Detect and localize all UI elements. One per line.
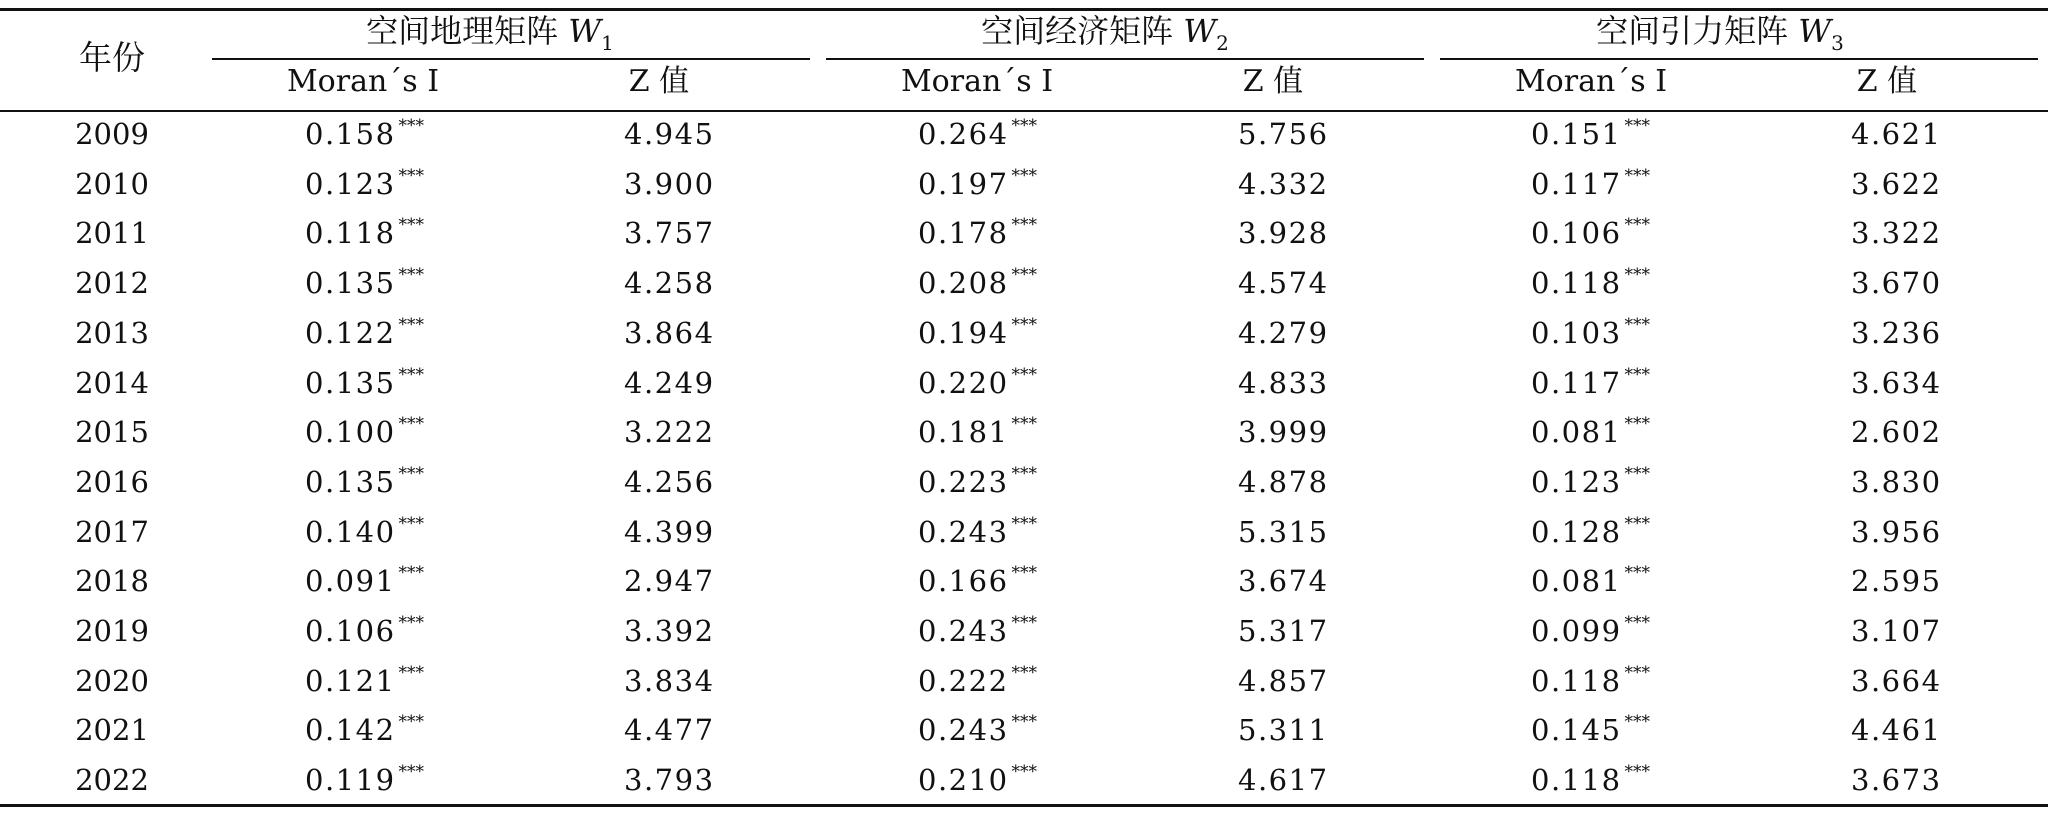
significance-stars: *** <box>398 314 425 335</box>
moran-cell-value: 0.178 <box>918 216 1009 251</box>
significance-stars: *** <box>398 762 425 783</box>
moran-cell-value: 0.118 <box>305 216 396 251</box>
year-cell-value: 2019 <box>75 614 149 648</box>
z-value-cell <box>1851 166 1942 201</box>
z-value-cell <box>1851 315 1942 350</box>
moran-cell <box>305 563 425 599</box>
moran-cell-value: 0.194 <box>918 315 1009 350</box>
table-bottom-rule <box>0 804 2048 807</box>
z-value-cell <box>1851 614 1942 648</box>
z-value-cell <box>1238 464 1329 499</box>
group-1-moran-header: Moran´s I <box>286 64 440 99</box>
significance-stars: *** <box>1624 563 1651 584</box>
moran-cell-value: 0.223 <box>918 464 1009 499</box>
moran-cell <box>305 613 425 648</box>
moran-cell-value: 0.128 <box>1531 514 1622 549</box>
significance-stars: *** <box>1011 613 1038 633</box>
z-value-cell-value: 5.315 <box>1238 514 1329 549</box>
z-value-cell-value: 4.461 <box>1851 713 1942 748</box>
z-value-cell <box>1851 216 1942 251</box>
z-value-cell-value: 4.279 <box>1238 315 1329 350</box>
moran-cell-value: 0.243 <box>918 713 1009 748</box>
moran-cell-value: 0.135 <box>305 365 396 400</box>
z-value-cell-value: 5.317 <box>1238 614 1329 648</box>
z-value-cell-value: 4.332 <box>1238 166 1329 201</box>
significance-stars: *** <box>398 463 425 484</box>
significance-stars: *** <box>398 165 425 186</box>
significance-stars: *** <box>398 116 425 136</box>
z-value-cell <box>624 713 715 748</box>
moran-cell <box>1531 215 1651 251</box>
year-cell-value: 2018 <box>75 564 149 599</box>
z-value-cell <box>1851 464 1942 499</box>
z-value-cell-value: 3.928 <box>1238 216 1329 251</box>
z-value-cell <box>1851 564 1942 599</box>
moran-cell <box>918 463 1038 499</box>
z-value-cell <box>1238 266 1329 301</box>
moran-cell-value: 0.220 <box>918 365 1009 400</box>
moran-cell <box>305 314 425 350</box>
moran-cell <box>1531 265 1651 301</box>
z-value-cell-value: 3.664 <box>1851 663 1942 698</box>
moran-cell <box>918 314 1038 350</box>
group-3-title <box>1596 12 1844 55</box>
moran-cell-value: 0.181 <box>918 415 1009 450</box>
z-value-cell <box>1238 713 1329 748</box>
z-value-cell-value: 3.634 <box>1851 365 1942 400</box>
z-value-cell-value: 2.595 <box>1851 564 1942 599</box>
z-value-cell <box>624 117 715 151</box>
moran-cell-value: 0.210 <box>918 763 1009 798</box>
significance-stars: *** <box>1011 314 1038 335</box>
z-value-cell <box>1238 763 1329 798</box>
year-cell <box>75 713 149 748</box>
year-cell <box>75 663 149 698</box>
significance-stars: *** <box>1624 265 1651 286</box>
z-value-cell-value: 4.477 <box>624 713 715 748</box>
significance-stars: *** <box>398 712 425 733</box>
z-value-cell <box>624 514 715 549</box>
significance-stars: *** <box>1011 513 1038 534</box>
significance-stars: *** <box>398 513 425 534</box>
z-value-cell-value: 3.834 <box>624 663 715 698</box>
significance-stars: *** <box>1624 513 1651 534</box>
year-cell-value: 2017 <box>75 514 149 549</box>
moran-cell <box>305 414 425 450</box>
z-value-cell <box>624 464 715 499</box>
z-value-cell <box>1238 166 1329 201</box>
z-value-cell-value: 4.617 <box>1238 763 1329 798</box>
z-value-cell-value: 5.756 <box>1238 117 1329 151</box>
moran-cell-value: 0.118 <box>1531 763 1622 798</box>
significance-stars: *** <box>1011 215 1038 236</box>
year-cell <box>75 117 149 151</box>
moran-cell-value: 0.135 <box>305 464 396 499</box>
z-value-cell <box>1851 713 1942 748</box>
year-cell <box>75 614 149 648</box>
significance-stars: *** <box>398 215 425 236</box>
z-value-cell <box>1238 614 1329 648</box>
significance-stars: *** <box>1624 762 1651 783</box>
moran-cell-value: 0.117 <box>1531 365 1622 400</box>
moran-cell <box>1531 165 1651 201</box>
moran-cell-value: 0.264 <box>918 117 1009 151</box>
year-cell <box>75 514 149 549</box>
moran-cell <box>918 613 1038 648</box>
significance-stars: *** <box>1011 762 1038 783</box>
year-cell-value: 2010 <box>75 166 149 201</box>
moran-cell-value: 0.135 <box>305 266 396 301</box>
group-2-matrix-subscript: 2 <box>1216 31 1229 55</box>
significance-stars: *** <box>1624 662 1651 683</box>
moran-cell-value: 0.151 <box>1531 117 1622 151</box>
z-value-cell-value: 3.622 <box>1851 166 1942 201</box>
moran-cell-value: 0.103 <box>1531 315 1622 350</box>
moran-cell <box>918 364 1038 400</box>
significance-stars: *** <box>398 662 425 683</box>
z-value-cell <box>624 315 715 350</box>
group-1-title-text: 空间地理矩阵 <box>366 12 569 50</box>
year-cell <box>75 365 149 400</box>
z-value-cell-value: 3.670 <box>1851 266 1942 301</box>
z-value-cell <box>1238 415 1329 450</box>
moran-cell-value: 0.106 <box>1531 216 1622 251</box>
z-value-cell-value: 3.236 <box>1851 315 1942 350</box>
z-value-cell <box>1851 763 1942 798</box>
group-1-matrix-subscript: 1 <box>601 31 614 55</box>
moran-cell-value: 0.158 <box>305 117 396 151</box>
group-2-moran-header: Moran´s I <box>900 64 1054 99</box>
year-cell-value: 2015 <box>75 415 149 450</box>
significance-stars: *** <box>398 364 425 385</box>
z-value-cell <box>624 365 715 400</box>
z-value-cell-value: 4.878 <box>1238 464 1329 499</box>
group-1-matrix-symbol: W <box>568 12 602 50</box>
moran-cell <box>918 712 1038 748</box>
z-value-cell <box>624 763 715 798</box>
year-cell <box>75 564 149 599</box>
group-1-title <box>366 12 614 55</box>
z-value-cell <box>624 216 715 251</box>
moran-cell-value: 0.140 <box>305 514 396 549</box>
z-value-cell-value: 3.864 <box>624 315 715 350</box>
z-value-cell <box>1851 663 1942 698</box>
year-cell-value: 2013 <box>75 315 149 350</box>
significance-stars: *** <box>1624 165 1651 186</box>
moran-cell <box>1531 364 1651 400</box>
moran-cell-value: 0.091 <box>305 564 396 599</box>
moran-cell-value: 0.117 <box>1531 166 1622 201</box>
group-2-z-header: Z 值 <box>1242 64 1304 99</box>
moran-cell <box>1531 116 1651 151</box>
significance-stars: *** <box>1011 662 1038 683</box>
moran-cell <box>1531 712 1651 748</box>
moran-cell-value: 0.118 <box>1531 663 1622 698</box>
moran-cell <box>305 463 425 499</box>
year-cell-value: 2016 <box>75 464 149 499</box>
z-value-cell-value: 4.857 <box>1238 663 1329 698</box>
significance-stars: *** <box>398 414 425 435</box>
moran-cell-value: 0.243 <box>918 614 1009 648</box>
moran-cell <box>918 265 1038 301</box>
moran-cell-value: 0.119 <box>305 763 396 798</box>
moran-cell <box>305 712 425 748</box>
moran-cell-value: 0.106 <box>305 614 396 648</box>
moran-cell-value: 0.243 <box>918 514 1009 549</box>
group-3-moran-header: Moran´s I <box>1514 64 1668 99</box>
year-cell-value: 2009 <box>75 117 149 151</box>
group-3-title-text: 空间引力矩阵 <box>1596 12 1799 50</box>
moran-cell <box>918 165 1038 201</box>
moran-cell <box>918 215 1038 251</box>
moran-cell <box>1531 463 1651 499</box>
z-value-cell-value: 2.947 <box>624 564 715 599</box>
moran-cell-value: 0.118 <box>1531 266 1622 301</box>
z-value-cell <box>624 663 715 698</box>
moran-cell-value: 0.197 <box>918 166 1009 201</box>
moran-cell-value: 0.166 <box>918 564 1009 599</box>
z-value-cell-value: 3.392 <box>624 614 715 648</box>
significance-stars: *** <box>1011 712 1038 733</box>
year-cell <box>75 415 149 450</box>
table-header-rule <box>0 110 2048 112</box>
moran-cell-value: 0.222 <box>918 663 1009 698</box>
z-value-cell-value: 3.956 <box>1851 514 1942 549</box>
moran-cell-value: 0.121 <box>305 663 396 698</box>
year-cell <box>75 216 149 251</box>
moran-cell <box>1531 414 1651 450</box>
moran-cell <box>305 513 425 549</box>
group-2-rule <box>826 58 1424 60</box>
significance-stars: *** <box>1011 563 1038 584</box>
z-value-cell-value: 4.621 <box>1851 117 1942 151</box>
moran-cell <box>1531 662 1651 698</box>
moran-cell-value: 0.145 <box>1531 713 1622 748</box>
moran-cell <box>918 662 1038 698</box>
moran-cell <box>918 563 1038 599</box>
year-column-header: 年份 <box>79 38 145 77</box>
z-value-cell-value: 4.945 <box>624 117 715 151</box>
moran-cell-value: 0.122 <box>305 315 396 350</box>
moran-cell-value: 0.081 <box>1531 415 1622 450</box>
year-cell <box>75 315 149 350</box>
z-value-cell <box>1851 514 1942 549</box>
moran-cell-value: 0.099 <box>1531 614 1622 648</box>
z-value-cell <box>624 415 715 450</box>
z-value-cell-value: 4.833 <box>1238 365 1329 400</box>
moran-cell-value: 0.081 <box>1531 564 1622 599</box>
significance-stars: *** <box>1624 215 1651 236</box>
significance-stars: *** <box>1011 165 1038 186</box>
z-value-cell <box>624 166 715 201</box>
year-cell-value: 2021 <box>75 713 149 748</box>
moran-cell <box>1531 563 1651 599</box>
z-value-cell-value: 3.107 <box>1851 614 1942 648</box>
z-value-cell-value: 3.757 <box>624 216 715 251</box>
z-value-cell-value: 3.830 <box>1851 464 1942 499</box>
z-value-cell <box>1238 514 1329 549</box>
moran-cell <box>305 116 425 151</box>
significance-stars: *** <box>1624 314 1651 335</box>
group-3-rule <box>1440 58 2038 60</box>
z-value-cell-value: 2.602 <box>1851 415 1942 450</box>
z-value-cell <box>1238 216 1329 251</box>
z-value-cell <box>1851 266 1942 301</box>
year-cell-value: 2020 <box>75 663 149 698</box>
z-value-cell-value: 4.574 <box>1238 266 1329 301</box>
moran-cell-value: 0.208 <box>918 266 1009 301</box>
moran-cell <box>305 215 425 251</box>
significance-stars: *** <box>1624 613 1651 633</box>
z-value-cell <box>1238 315 1329 350</box>
group-3-matrix-subscript: 3 <box>1831 31 1844 55</box>
moran-cell <box>1531 314 1651 350</box>
group-3-matrix-symbol: W <box>1798 12 1832 50</box>
significance-stars: *** <box>1624 364 1651 385</box>
moran-cell-value: 0.123 <box>305 166 396 201</box>
z-value-cell <box>1238 365 1329 400</box>
group-1-z-header: Z 值 <box>628 64 690 99</box>
moran-cell <box>918 513 1038 549</box>
moran-cell <box>305 662 425 698</box>
group-1-rule <box>212 58 810 60</box>
z-value-cell <box>1238 663 1329 698</box>
significance-stars: *** <box>1011 414 1038 435</box>
significance-stars: *** <box>398 613 425 633</box>
z-value-cell-value: 3.999 <box>1238 415 1329 450</box>
year-cell <box>75 266 149 301</box>
significance-stars: *** <box>1624 116 1651 136</box>
significance-stars: *** <box>398 563 425 584</box>
year-cell <box>75 763 149 798</box>
z-value-cell <box>624 614 715 648</box>
moran-cell-value: 0.123 <box>1531 464 1622 499</box>
z-value-cell-value: 3.322 <box>1851 216 1942 251</box>
significance-stars: *** <box>1011 265 1038 286</box>
z-value-cell <box>1851 365 1942 400</box>
z-value-cell-value: 3.673 <box>1851 763 1942 798</box>
year-cell-value: 2014 <box>75 365 149 400</box>
moran-cell <box>918 762 1038 798</box>
z-value-cell-value: 4.399 <box>624 514 715 549</box>
z-value-cell-value: 3.793 <box>624 763 715 798</box>
z-value-cell-value: 3.900 <box>624 166 715 201</box>
group-2-matrix-symbol: W <box>1183 12 1217 50</box>
z-value-cell-value: 3.674 <box>1238 564 1329 599</box>
year-cell <box>75 166 149 201</box>
moran-cell <box>918 414 1038 450</box>
significance-stars: *** <box>1011 364 1038 385</box>
significance-stars: *** <box>1011 463 1038 484</box>
year-cell-value: 2011 <box>75 216 149 251</box>
year-cell <box>75 464 149 499</box>
z-value-cell <box>624 564 715 599</box>
moran-cell <box>1531 762 1651 798</box>
significance-stars: *** <box>1011 116 1038 136</box>
group-3-z-header: Z 值 <box>1856 64 1918 99</box>
z-value-cell-value: 5.311 <box>1238 713 1329 748</box>
z-value-cell <box>1238 117 1329 151</box>
group-2-title <box>981 12 1229 55</box>
significance-stars: *** <box>1624 463 1651 484</box>
moran-cell <box>1531 513 1651 549</box>
moran-cell-value: 0.100 <box>305 415 396 450</box>
significance-stars: *** <box>398 265 425 286</box>
significance-stars: *** <box>1624 712 1651 733</box>
group-2-title-text: 空间经济矩阵 <box>981 12 1184 50</box>
moran-cell <box>1531 613 1651 648</box>
moran-cell <box>305 762 425 798</box>
z-value-cell <box>1851 117 1942 151</box>
z-value-cell-value: 4.249 <box>624 365 715 400</box>
year-cell-value: 2012 <box>75 266 149 301</box>
moran-cell <box>918 116 1038 151</box>
z-value-cell-value: 4.258 <box>624 266 715 301</box>
year-cell-value: 2022 <box>75 763 149 798</box>
z-value-cell-value: 3.222 <box>624 415 715 450</box>
z-value-cell <box>624 266 715 301</box>
moran-cell <box>305 165 425 201</box>
moran-cell-value: 0.142 <box>305 713 396 748</box>
moran-cell <box>305 265 425 301</box>
z-value-cell-value: 4.256 <box>624 464 715 499</box>
moran-cell <box>305 364 425 400</box>
z-value-cell <box>1851 415 1942 450</box>
significance-stars: *** <box>1624 414 1651 435</box>
z-value-cell <box>1238 564 1329 599</box>
table-top-rule <box>0 8 2048 11</box>
